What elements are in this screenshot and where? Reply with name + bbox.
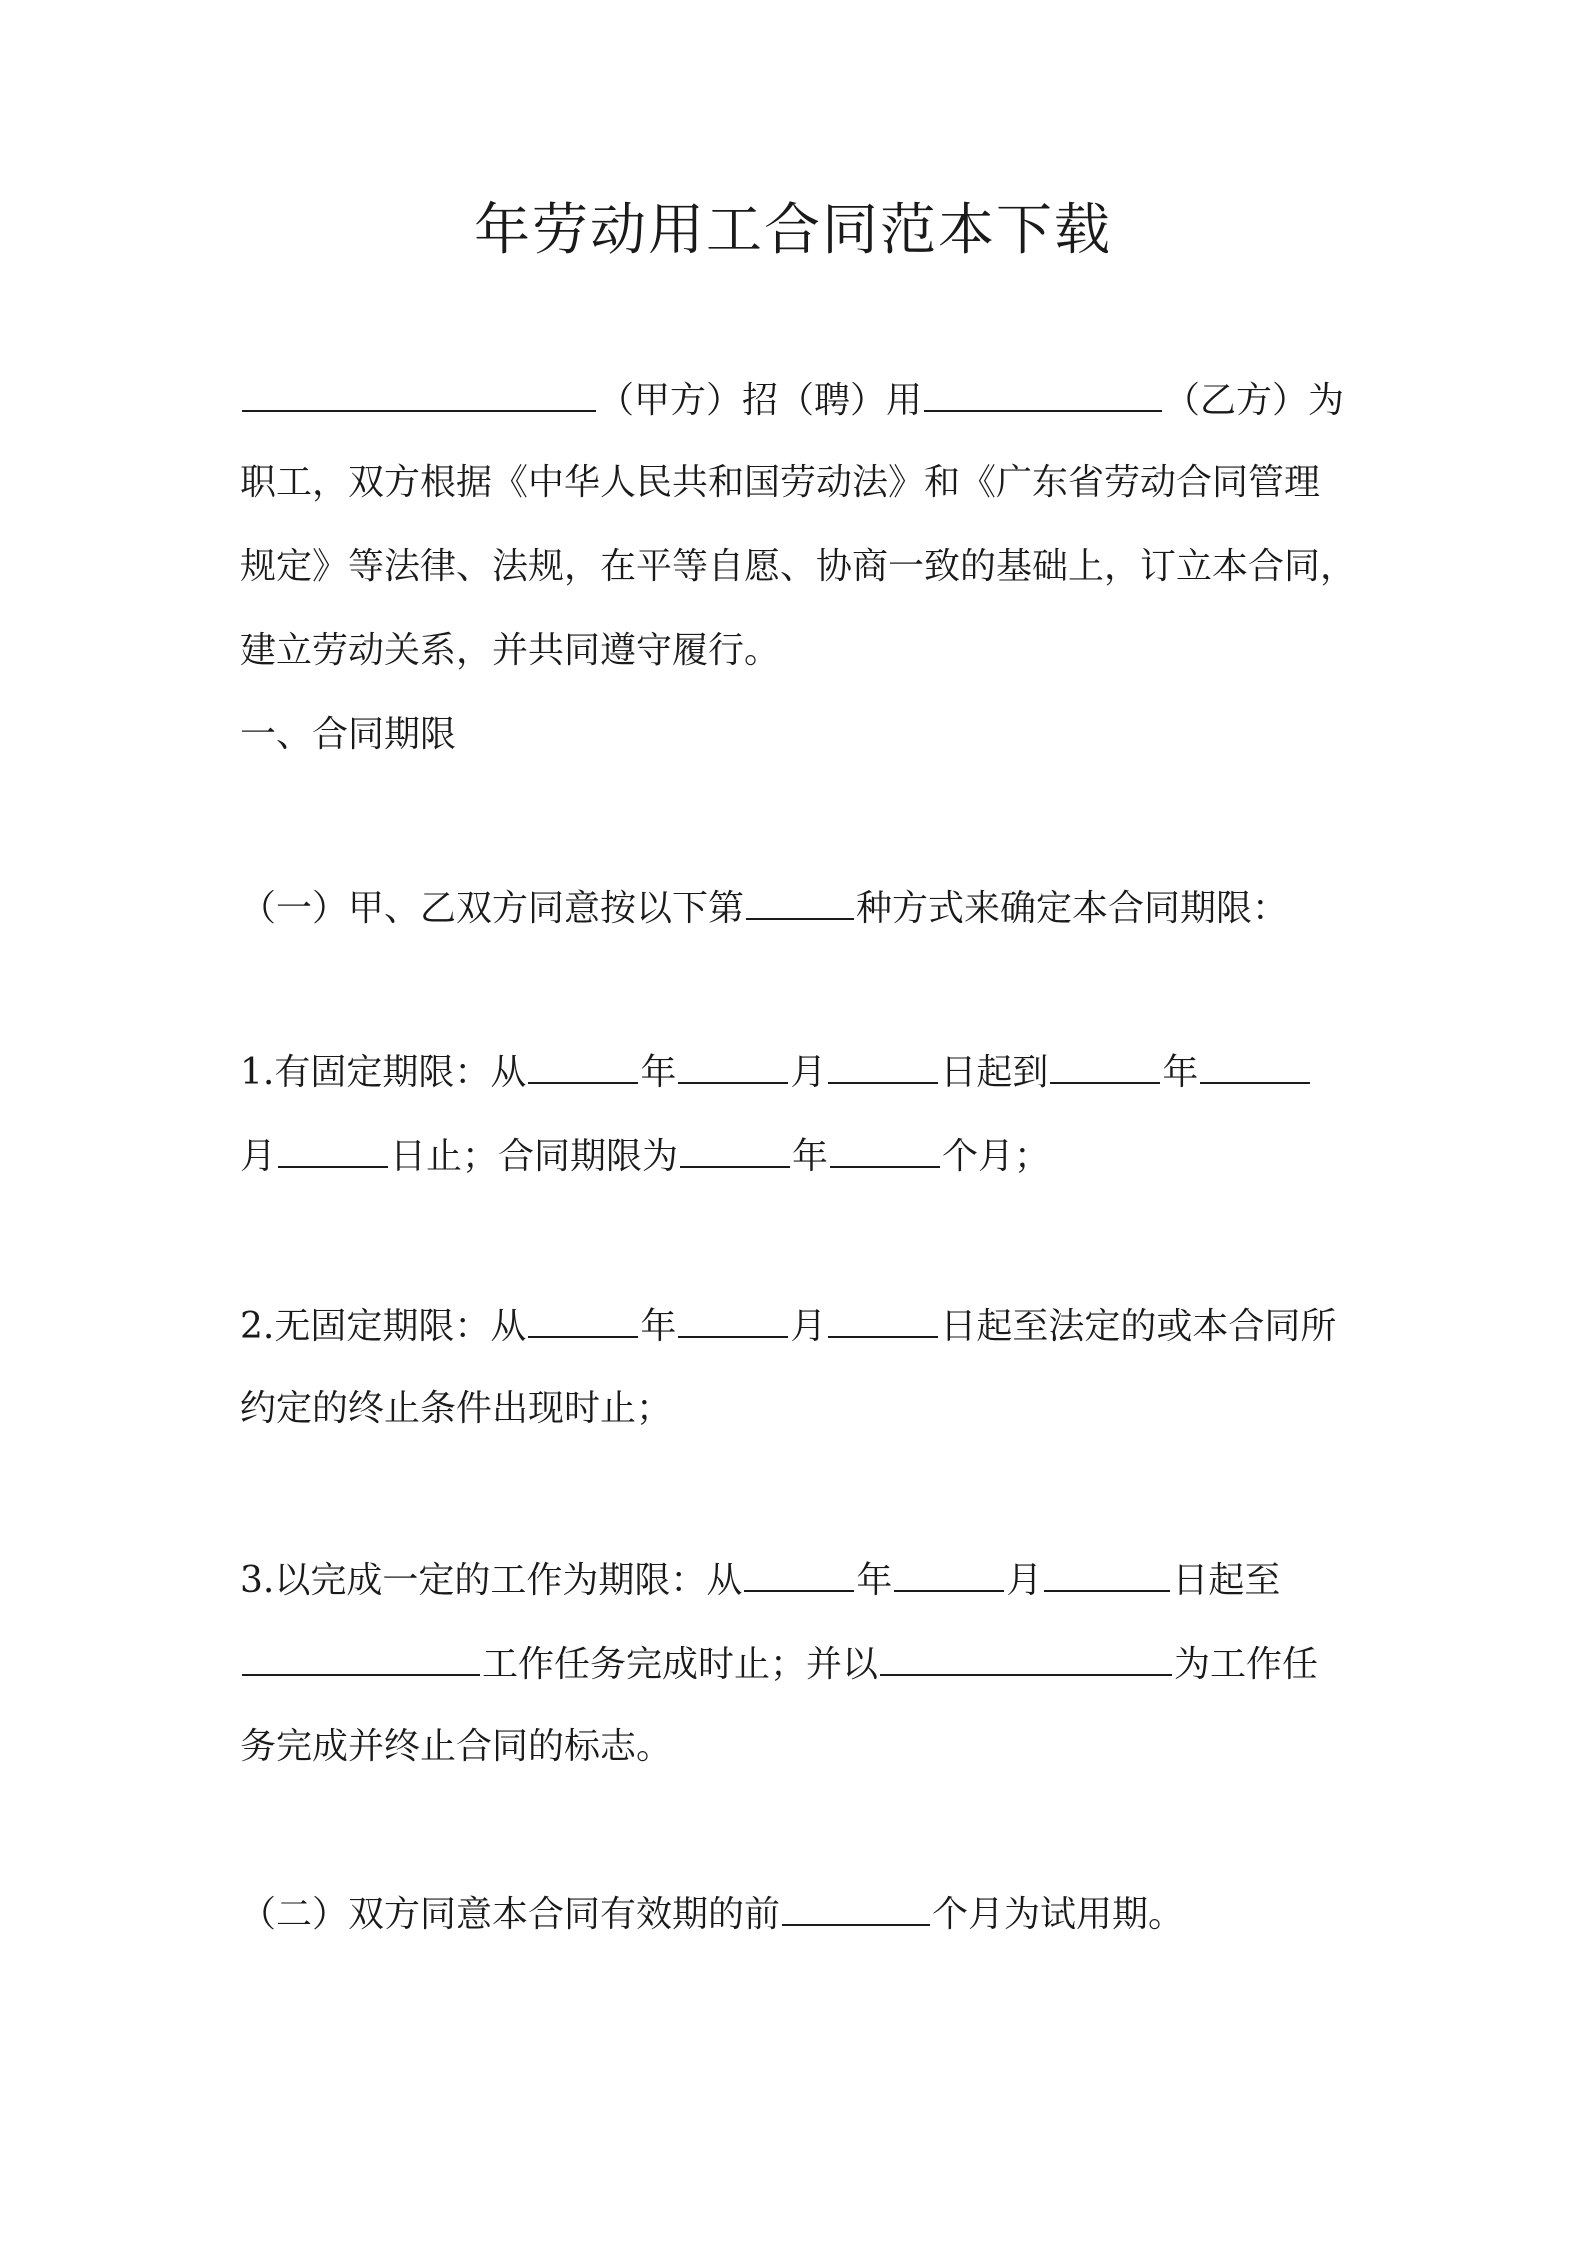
- months-label: 个月；: [942, 1136, 1051, 1177]
- start-month-blank[interactable]: [678, 1046, 788, 1084]
- intro-line-2: 职工，双方根据《中华人民共和国劳动法》和《广东省劳动合同管理: [240, 462, 1321, 503]
- sub-clause-1-text-a: （一）甲、乙双方同意按以下第: [240, 888, 745, 929]
- item-2-label: 2.无固定期限：从: [240, 1306, 527, 1347]
- section-heading-contract-term: 一、合同期限: [240, 714, 457, 755]
- item-3-text-d: 为工作任: [1174, 1644, 1319, 1685]
- item-2-line-1: [240, 1300, 1336, 1352]
- start-year-blank[interactable]: [528, 1046, 638, 1084]
- item-1-line-1: [240, 1046, 1312, 1098]
- intro-line-1: [240, 374, 1344, 426]
- end-day-blank[interactable]: [278, 1130, 388, 1168]
- month-label: 月: [240, 1136, 277, 1177]
- open-start-month-blank[interactable]: [678, 1300, 788, 1338]
- sub-clause-2: [240, 1888, 1184, 1940]
- intro-text-a: （甲方）招（聘）用: [598, 380, 923, 421]
- task-completion-marker-blank[interactable]: [880, 1638, 1172, 1676]
- month-label: 月: [1006, 1560, 1043, 1601]
- task-start-day-blank[interactable]: [1044, 1554, 1170, 1592]
- probation-months-blank[interactable]: [782, 1888, 930, 1926]
- month-label: 月: [790, 1052, 827, 1093]
- year-label: 年: [1162, 1052, 1199, 1093]
- sub-clause-2-text-a: （二）双方同意本合同有效期的前: [240, 1894, 781, 1935]
- year-label: 年: [856, 1560, 893, 1601]
- document-title: 年劳动用工合同范本下载: [474, 198, 1112, 263]
- item-2-line-2: 约定的终止条件出现时止；: [240, 1388, 673, 1429]
- end-month-blank[interactable]: [1200, 1046, 1310, 1084]
- method-number-blank[interactable]: [746, 882, 854, 920]
- term-months-blank[interactable]: [830, 1130, 940, 1168]
- item-3-line-2: [240, 1638, 1318, 1690]
- intro-line-4: 建立劳动关系，并共同遵守履行。: [240, 630, 781, 671]
- item-3-text-b: 日起至: [1172, 1560, 1281, 1601]
- employer-blank[interactable]: [242, 374, 596, 412]
- end-year-blank[interactable]: [1050, 1046, 1160, 1084]
- month-label: 月: [790, 1306, 827, 1347]
- open-start-year-blank[interactable]: [528, 1300, 638, 1338]
- item-1-label: 1.有固定期限：从: [240, 1052, 527, 1093]
- task-description-blank[interactable]: [242, 1638, 480, 1676]
- open-start-day-blank[interactable]: [828, 1300, 938, 1338]
- year-label: 年: [792, 1136, 829, 1177]
- sub-clause-2-text-b: 个月为试用期。: [932, 1894, 1185, 1935]
- term-years-blank[interactable]: [680, 1130, 790, 1168]
- intro-text-b: （乙方）为: [1164, 380, 1345, 421]
- start-day-blank[interactable]: [828, 1046, 938, 1084]
- item-2-text-b: 日起至法定的或本合同所: [940, 1306, 1337, 1347]
- item-3-label: 3.以完成一定的工作为期限：从: [240, 1560, 743, 1601]
- task-start-month-blank[interactable]: [894, 1554, 1004, 1592]
- year-label: 年: [640, 1052, 677, 1093]
- item-3-line-1: [240, 1554, 1280, 1606]
- sub-clause-1-text-b: 种方式来确定本合同期限：: [856, 888, 1289, 929]
- day-from-label: 日起到: [940, 1052, 1049, 1093]
- intro-line-3: 规定》等法律、法规，在平等自愿、协商一致的基础上，订立本合同，: [240, 546, 1357, 587]
- task-start-year-blank[interactable]: [744, 1554, 854, 1592]
- year-label: 年: [640, 1306, 677, 1347]
- employee-blank[interactable]: [924, 374, 1162, 412]
- item-3-line-3: 务完成并终止合同的标志。: [240, 1726, 673, 1767]
- sub-clause-1: [240, 882, 1288, 934]
- item-1-line-2: [240, 1130, 1050, 1182]
- item-3-text-c: 工作任务完成时止；并以: [482, 1644, 879, 1685]
- day-to-label: 日止；合同期限为: [390, 1136, 679, 1177]
